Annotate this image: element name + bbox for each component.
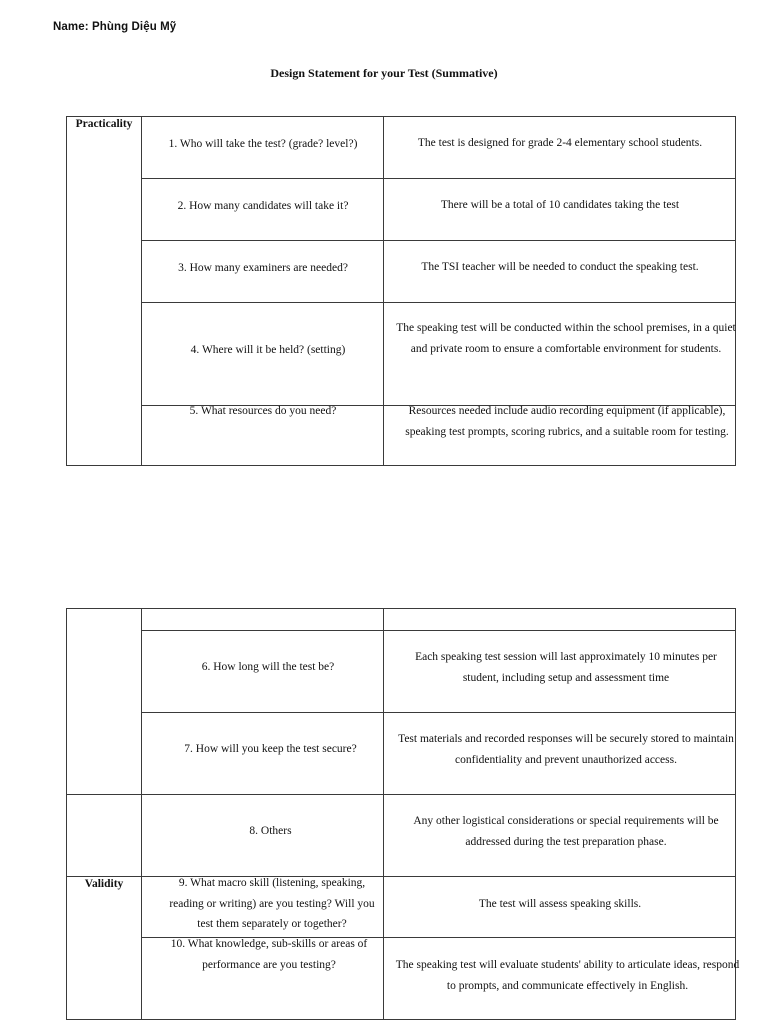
row-divider: [142, 712, 736, 713]
answer-cell: Each speaking test session will last approximately 10 minutes per student, including setup and assessment time: [415, 651, 717, 684]
question-cell: 10. What knowledge, sub-skills or areas of performance are you testing?: [170, 938, 368, 971]
document-title: Design Statement for your Test (Summative): [270, 66, 498, 80]
answer-cell: The test is designed for grade 2-4 elementary school students.: [417, 137, 703, 149]
table-border: [66, 1019, 736, 1020]
answer-cell: The test will assess speaking skills.: [478, 898, 642, 910]
column-divider: [141, 608, 142, 1020]
question-cell: 7. How will you keep the test secure?: [184, 743, 357, 755]
section-label-validity: Validity: [84, 878, 124, 890]
table-border: [66, 608, 736, 609]
answer-cell: The TSI teacher will be needed to conduct the speaking test.: [421, 261, 699, 273]
question-cell: 3. How many examiners are needed?: [178, 262, 348, 274]
question-cell: 1. Who will take the test? (grade? level?): [168, 138, 358, 150]
answer-cell: Resources needed include audio recording equipment (if applicable), speaking test prompts, scoring rubrics, and a suitable room for testing.: [405, 405, 729, 438]
answer-cell: The speaking test will evaluate students' ability to articulate ideas, respond to prompts, and communicate effectively in English.: [395, 959, 740, 992]
student-name: Name: Phùng Diệu Mỹ: [53, 21, 177, 33]
answer-cell: There will be a total of 10 candidates taking the test: [440, 199, 680, 211]
question-cell: 9. What macro skill (listening, speaking, reading or writing) are you testing? Will you test them separately or together?: [169, 877, 375, 930]
question-cell: 2. How many candidates will take it?: [177, 200, 349, 212]
question-cell: 5. What resources do you need?: [189, 405, 337, 417]
section-label-practicality: Practicality: [75, 118, 133, 130]
answer-cell: Test materials and recorded responses will be securely stored to maintain confidentiality and prevent unauthorized access.: [398, 733, 734, 766]
answer-cell: Any other logistical considerations or special requirements will be addressed during the test preparation phase.: [413, 815, 719, 848]
question-cell: 8. Others: [249, 825, 292, 837]
table-border: [66, 608, 67, 1020]
row-divider: [66, 794, 736, 795]
row-divider: [142, 630, 736, 631]
question-cell: 4. Where will it be held? (setting): [190, 344, 346, 356]
answer-cell: The speaking test will be conducted within the school premises, in a quiet and private room to ensure a comfortable environment for students.: [396, 322, 736, 355]
question-cell: 6. How long will the test be?: [201, 661, 335, 673]
